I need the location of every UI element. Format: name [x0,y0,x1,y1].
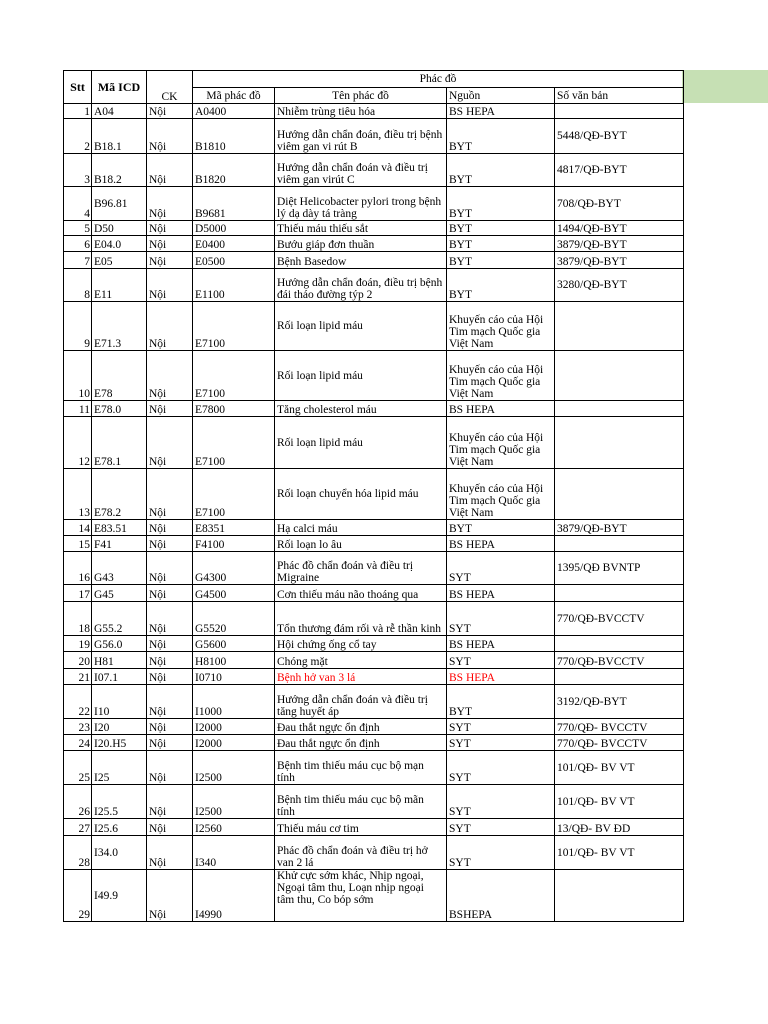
cell-ma-icd: E78.0 [92,401,147,417]
table-row [64,417,684,469]
cell-nguon: SYT [447,735,555,751]
cell-nguon: Khuyến cáo của Hội Tim mạch Quốc gia Việt Nam [447,302,555,351]
cell-ma-icd: B18.1 [92,119,147,154]
cell-so-van-ban [555,536,684,552]
table-body [64,104,684,922]
cell-nguon: SYT [447,751,555,785]
cell-ma-icd: I07.1 [92,669,147,685]
cell-stt: 14 [64,520,92,536]
cell-so-van-ban: 101/QĐ- BV VT [555,836,684,870]
cell-ten-phac-do: Tổn thương đám rối và rễ thần kinh [275,602,447,636]
cell-ck: Nội [147,552,193,585]
table-row [64,154,684,187]
cell-ten-phac-do: Rối loạn lo âu [275,536,447,552]
header-ma-icd: Mã ICD [92,71,147,104]
cell-ck: Nội [147,536,193,552]
cell-stt: 26 [64,785,92,819]
table-row [64,719,684,735]
cell-ten-phac-do: Đau thắt ngực ổn định [275,719,447,735]
cell-so-van-ban [555,302,684,351]
cell-ma-phac-do: E8351 [193,520,275,536]
cell-ck: Nội [147,652,193,669]
cell-nguon: SYT [447,836,555,870]
header-so-van-ban: Số văn bản [555,88,684,104]
cell-stt: 27 [64,819,92,836]
cell-ma-icd: D50 [92,221,147,236]
cell-ma-phac-do: E7100 [193,469,275,520]
cell-stt: 9 [64,302,92,351]
cell-ma-phac-do: I340 [193,836,275,870]
cell-ck: Nội [147,302,193,351]
cell-stt: 21 [64,669,92,685]
cell-ma-icd: E78 [92,351,147,401]
cell-ck: Nội [147,751,193,785]
cell-nguon: BYT [447,154,555,187]
cell-ma-icd: H81 [92,652,147,669]
cell-so-van-ban [555,417,684,469]
cell-nguon: Khuyến cáo của Hội Tim mạch Quốc gia Việt Nam [447,469,555,520]
cell-ma-icd: I49.9 [92,870,147,922]
cell-so-van-ban [555,669,684,685]
cell-ck: Nội [147,669,193,685]
table-row [64,552,684,585]
cell-so-van-ban: 770/QĐ-BVCCTV [555,652,684,669]
cell-stt: 16 [64,552,92,585]
cell-stt: 3 [64,154,92,187]
protocol-table [63,70,684,922]
table-row [64,469,684,520]
cell-ma-icd: E78.2 [92,469,147,520]
cell-ma-icd: I25.5 [92,785,147,819]
cell-ck: Nội [147,236,193,252]
cell-ma-phac-do: E0500 [193,252,275,269]
cell-ma-phac-do: I2500 [193,751,275,785]
cell-ma-phac-do: B1810 [193,119,275,154]
cell-so-van-ban: 770/QĐ-BVCCTV [555,602,684,636]
cell-ma-phac-do: I4990 [193,870,275,922]
table-row [64,602,684,636]
cell-stt: 18 [64,602,92,636]
table-row [64,585,684,602]
cell-nguon: BYT [447,236,555,252]
table-row [64,252,684,269]
cell-ten-phac-do: Hướng dẫn chẩn đoán, điều trị bệnh đái tháo đường týp 2 [275,269,447,302]
cell-ten-phac-do: Bệnh hở van 3 lá [275,669,447,685]
cell-ma-phac-do: B9681 [193,187,275,221]
cell-so-van-ban: 3879/QĐ-BYT [555,236,684,252]
cell-ten-phac-do: Cơn thiếu máu não thoáng qua [275,585,447,602]
cell-ten-phac-do: Nhiễm trùng tiêu hóa [275,104,447,119]
cell-ma-icd: G43 [92,552,147,585]
cell-nguon: SYT [447,602,555,636]
cell-ma-phac-do: H8100 [193,652,275,669]
cell-nguon: SYT [447,652,555,669]
cell-stt: 8 [64,269,92,302]
cell-so-van-ban [555,104,684,119]
cell-ck: Nội [147,836,193,870]
cell-so-van-ban: 5448/QĐ-BYT [555,119,684,154]
cell-ma-phac-do: I2000 [193,735,275,751]
cell-stt: 29 [64,870,92,922]
cell-ck: Nội [147,154,193,187]
cell-so-van-ban [555,401,684,417]
header-ma-phac-do: Mã phác đồ [193,88,275,104]
table-row [64,652,684,669]
table-row [64,836,684,870]
cell-nguon: BYT [447,221,555,236]
cell-nguon: SYT [447,785,555,819]
cell-ten-phac-do: Rối loạn lipid máu [275,417,447,469]
cell-ma-phac-do: B1820 [193,154,275,187]
cell-ten-phac-do: Phác đồ chẩn đoán và điều trị hở van 2 lá [275,836,447,870]
table-row [64,221,684,236]
cell-ma-phac-do: G5520 [193,602,275,636]
cell-ma-icd: E11 [92,269,147,302]
cell-nguon: BYT [447,252,555,269]
cell-ck: Nội [147,685,193,719]
cell-nguon: SYT [447,819,555,836]
cell-nguon: Khuyến cáo của Hội Tim mạch Quốc gia Việt Nam [447,417,555,469]
cell-stt: 5 [64,221,92,236]
cell-nguon: BSHEPA [447,870,555,922]
cell-so-van-ban: 3280/QĐ-BYT [555,269,684,302]
cell-ten-phac-do: Diệt Helicobacter pylori trong bệnh lý dạ dày tá tràng [275,187,447,221]
cell-ma-phac-do: G4500 [193,585,275,602]
cell-ten-phac-do: Rối loạn lipid máu [275,351,447,401]
cell-ma-phac-do: E7100 [193,351,275,401]
cell-stt: 11 [64,401,92,417]
cell-ten-phac-do: Bệnh Basedow [275,252,447,269]
header-ten-phac-do: Tên phác đồ [275,88,447,104]
cell-nguon: BS HEPA [447,636,555,652]
cell-ck: Nội [147,417,193,469]
cell-ma-icd: I25.6 [92,819,147,836]
cell-ten-phac-do: Hướng dẫn chẩn đoán và điều trị tăng huyết áp [275,685,447,719]
cell-ma-phac-do: A0400 [193,104,275,119]
cell-stt: 19 [64,636,92,652]
cell-ck: Nội [147,252,193,269]
table-row [64,685,684,719]
cell-nguon: BYT [447,685,555,719]
table-row [64,669,684,685]
cell-nguon: BYT [447,520,555,536]
table-row [64,520,684,536]
cell-stt: 7 [64,252,92,269]
cell-ten-phac-do: Hội chứng ống cổ tay [275,636,447,652]
cell-so-van-ban: 3192/QĐ-BYT [555,685,684,719]
cell-stt: 20 [64,652,92,669]
cell-ten-phac-do: Bệnh tim thiếu máu cục bộ mãn tính [275,785,447,819]
cell-nguon: BYT [447,119,555,154]
cell-so-van-ban [555,870,684,922]
cell-so-van-ban: 770/QĐ- BVCCTV [555,735,684,751]
cell-so-van-ban: 101/QĐ- BV VT [555,785,684,819]
table-row [64,104,684,119]
cell-so-van-ban: 1494/QĐ-BYT [555,221,684,236]
cell-ck: Nội [147,870,193,922]
cell-stt: 23 [64,719,92,735]
table-row [64,819,684,836]
cell-nguon: SYT [447,552,555,585]
cell-stt: 22 [64,685,92,719]
table-row [64,351,684,401]
cell-nguon: BS HEPA [447,669,555,685]
table-row [64,119,684,154]
cell-ma-icd: B96.81 [92,187,147,221]
cell-ma-phac-do: I2000 [193,719,275,735]
table-row [64,751,684,785]
cell-nguon: BS HEPA [447,401,555,417]
cell-ten-phac-do: Rối loạn lipid máu [275,302,447,351]
cell-ck: Nội [147,785,193,819]
cell-stt: 12 [64,417,92,469]
cell-ma-icd: I20 [92,719,147,735]
cell-ma-icd: E05 [92,252,147,269]
cell-ten-phac-do: Tăng cholesterol máu [275,401,447,417]
cell-ten-phac-do: Đau thắt ngực ổn định [275,735,447,751]
cell-stt: 25 [64,751,92,785]
cell-ma-icd: B18.2 [92,154,147,187]
cell-ck: Nội [147,187,193,221]
cell-ma-icd: I25 [92,751,147,785]
cell-ck: Nội [147,351,193,401]
cell-ten-phac-do: Rối loạn chuyển hóa lipid máu [275,469,447,520]
cell-ma-phac-do: E7800 [193,401,275,417]
cell-ma-phac-do: I1000 [193,685,275,719]
cell-ten-phac-do: Chóng mặt [275,652,447,669]
cell-ck: Nội [147,819,193,836]
header-highlight-band [682,70,768,103]
header-nguon: Nguồn [447,88,555,104]
cell-ma-phac-do: I2560 [193,819,275,836]
cell-ma-icd: F41 [92,536,147,552]
cell-ma-phac-do: E7100 [193,302,275,351]
cell-so-van-ban [555,636,684,652]
cell-so-van-ban: 13/QĐ- BV ĐD [555,819,684,836]
cell-nguon: BYT [447,187,555,221]
cell-ten-phac-do: Thiếu máu cơ tim [275,819,447,836]
cell-so-van-ban: 3879/QĐ-BYT [555,520,684,536]
table-row [64,269,684,302]
cell-ten-phac-do: Hướng dẫn chẩn đoán và điều trị viêm gan virút C [275,154,447,187]
cell-ck: Nội [147,719,193,735]
cell-ten-phac-do: Thiếu máu thiếu sắt [275,221,447,236]
cell-nguon: SYT [447,719,555,735]
cell-ten-phac-do: Phác đồ chẩn đoán và điều trị Migraine [275,552,447,585]
cell-ma-phac-do: E0400 [193,236,275,252]
cell-ma-icd: A04 [92,104,147,119]
table-row [64,187,684,221]
cell-ck: Nội [147,401,193,417]
table-row [64,401,684,417]
cell-ten-phac-do: Bệnh tim thiếu máu cục bộ mạn tính [275,751,447,785]
cell-ma-icd: G45 [92,585,147,602]
cell-so-van-ban [555,469,684,520]
cell-ma-icd: E04.0 [92,236,147,252]
table-row [64,785,684,819]
header-phac-do: Phác đồ [193,71,684,88]
cell-so-van-ban: 708/QĐ-BYT [555,187,684,221]
cell-stt: 10 [64,351,92,401]
cell-ma-icd: E78.1 [92,417,147,469]
cell-ma-phac-do: E7100 [193,417,275,469]
cell-so-van-ban: 3879/QĐ-BYT [555,252,684,269]
cell-ck: Nội [147,520,193,536]
cell-ma-icd: I20.H5 [92,735,147,751]
cell-ma-icd: I34.0 [92,836,147,870]
table-row [64,536,684,552]
cell-ma-phac-do: E1100 [193,269,275,302]
cell-nguon: BS HEPA [447,536,555,552]
cell-ma-phac-do: D5000 [193,221,275,236]
cell-ma-icd: I10 [92,685,147,719]
cell-ten-phac-do: Bướu giáp đơn thuần [275,236,447,252]
cell-so-van-ban [555,585,684,602]
cell-stt: 4 [64,187,92,221]
table-row [64,636,684,652]
header-stt: Stt [64,71,92,104]
header-ck: CK [147,71,193,104]
table-row [64,735,684,751]
cell-ck: Nội [147,104,193,119]
cell-ma-icd: E83.51 [92,520,147,536]
cell-ck: Nội [147,735,193,751]
cell-nguon: Khuyến cáo của Hội Tim mạch Quốc gia Việt Nam [447,351,555,401]
cell-stt: 17 [64,585,92,602]
cell-ma-icd: G55.2 [92,602,147,636]
cell-ck: Nội [147,221,193,236]
cell-stt: 6 [64,236,92,252]
cell-stt: 24 [64,735,92,751]
cell-ten-phac-do: Hướng dẫn chẩn đoán, điều trị bệnh viêm gan vi rút B [275,119,447,154]
cell-ma-icd: E71.3 [92,302,147,351]
cell-ck: Nội [147,602,193,636]
cell-stt: 2 [64,119,92,154]
table-row [64,870,684,922]
cell-ma-phac-do: I0710 [193,669,275,685]
cell-stt: 1 [64,104,92,119]
cell-ck: Nội [147,469,193,520]
cell-so-van-ban: 4817/QĐ-BYT [555,154,684,187]
cell-so-van-ban: 1395/QĐ BVNTP [555,552,684,585]
cell-ck: Nội [147,636,193,652]
cell-stt: 15 [64,536,92,552]
cell-so-van-ban [555,351,684,401]
table-row [64,302,684,351]
cell-ma-icd: G56.0 [92,636,147,652]
cell-nguon: BS HEPA [447,104,555,119]
cell-ma-phac-do: F4100 [193,536,275,552]
cell-stt: 13 [64,469,92,520]
cell-so-van-ban: 770/QĐ- BVCCTV [555,719,684,735]
cell-ck: Nội [147,269,193,302]
cell-ck: Nội [147,119,193,154]
cell-ck: Nội [147,585,193,602]
cell-ma-phac-do: I2500 [193,785,275,819]
cell-ten-phac-do: Khử cực sớm khác, Nhịp ngoại, Ngoại tâm thu, Loạn nhịp ngoại tâm thu, Co bóp sớm [275,870,447,922]
cell-ma-phac-do: G4300 [193,552,275,585]
cell-ten-phac-do: Hạ calci máu [275,520,447,536]
table-row [64,236,684,252]
cell-nguon: BS HEPA [447,585,555,602]
cell-so-van-ban: 101/QĐ- BV VT [555,751,684,785]
cell-nguon: BYT [447,269,555,302]
cell-ma-phac-do: G5600 [193,636,275,652]
cell-stt: 28 [64,836,92,870]
